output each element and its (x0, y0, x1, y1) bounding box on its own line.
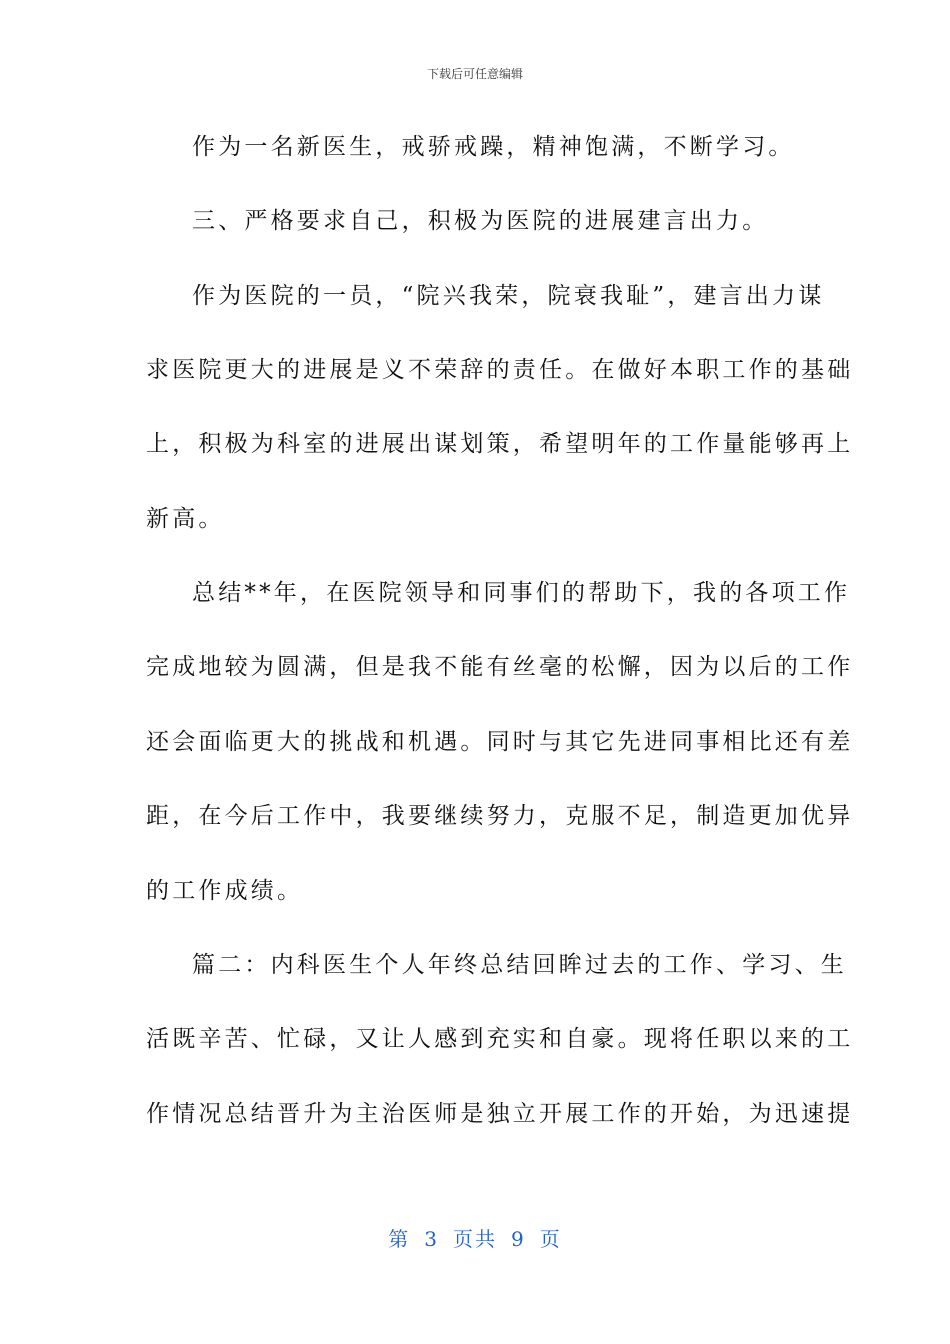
body-line: 完成地较为圆满，但是我不能有丝毫的松懈，因为以后的工作 (146, 654, 854, 680)
footer-page-number: 3 (424, 1227, 439, 1251)
body-line: 还会面临更大的挑战和机遇。同时与其它先进同事相比还有差 (146, 729, 854, 755)
footer-total-pages: 9 (511, 1227, 526, 1251)
body-line: 作为医院的一员，“院兴我荣，院衰我耻”，建言出力谋 (192, 283, 825, 309)
body-line: 作为一名新医生，戒骄戒躁，精神饱满，不断学习。 (192, 134, 795, 160)
body-line: 距，在今后工作中，我要继续努力，克服不足，制造更加优异 (146, 803, 854, 829)
body-line: 求医院更大的进展是义不荣辞的责任。在做好本职工作的基础 (146, 357, 854, 383)
body-line: 的工作成绩。 (146, 878, 304, 904)
body-line: 总结**年，在医院领导和同事们的帮助下，我的各项工作 (192, 580, 851, 606)
page-header: 下载后可任意编辑 (426, 67, 523, 81)
body-line: 作情况总结晋升为主治医师是独立开展工作的开始，为迅速提 (146, 1101, 854, 1127)
page-footer (0, 1226, 950, 1252)
body-line: 新高。 (146, 506, 225, 532)
footer-middle: 页共 (453, 1227, 497, 1251)
body-line: 上，积极为科室的进展出谋划策，希望明年的工作量能够再上 (146, 431, 854, 457)
body-line: 三、严格要求自己，积极为医院的进展建言出力。 (192, 208, 769, 234)
footer-prefix: 第 (388, 1227, 411, 1251)
body-line: 活既辛苦、忙碌，又让人感到充实和自豪。现将任职以来的工 (146, 1026, 854, 1052)
body-line: 篇二：内科医生个人年终总结回眸过去的工作、学习、生 (192, 952, 847, 978)
footer-suffix: 页 (539, 1227, 562, 1251)
